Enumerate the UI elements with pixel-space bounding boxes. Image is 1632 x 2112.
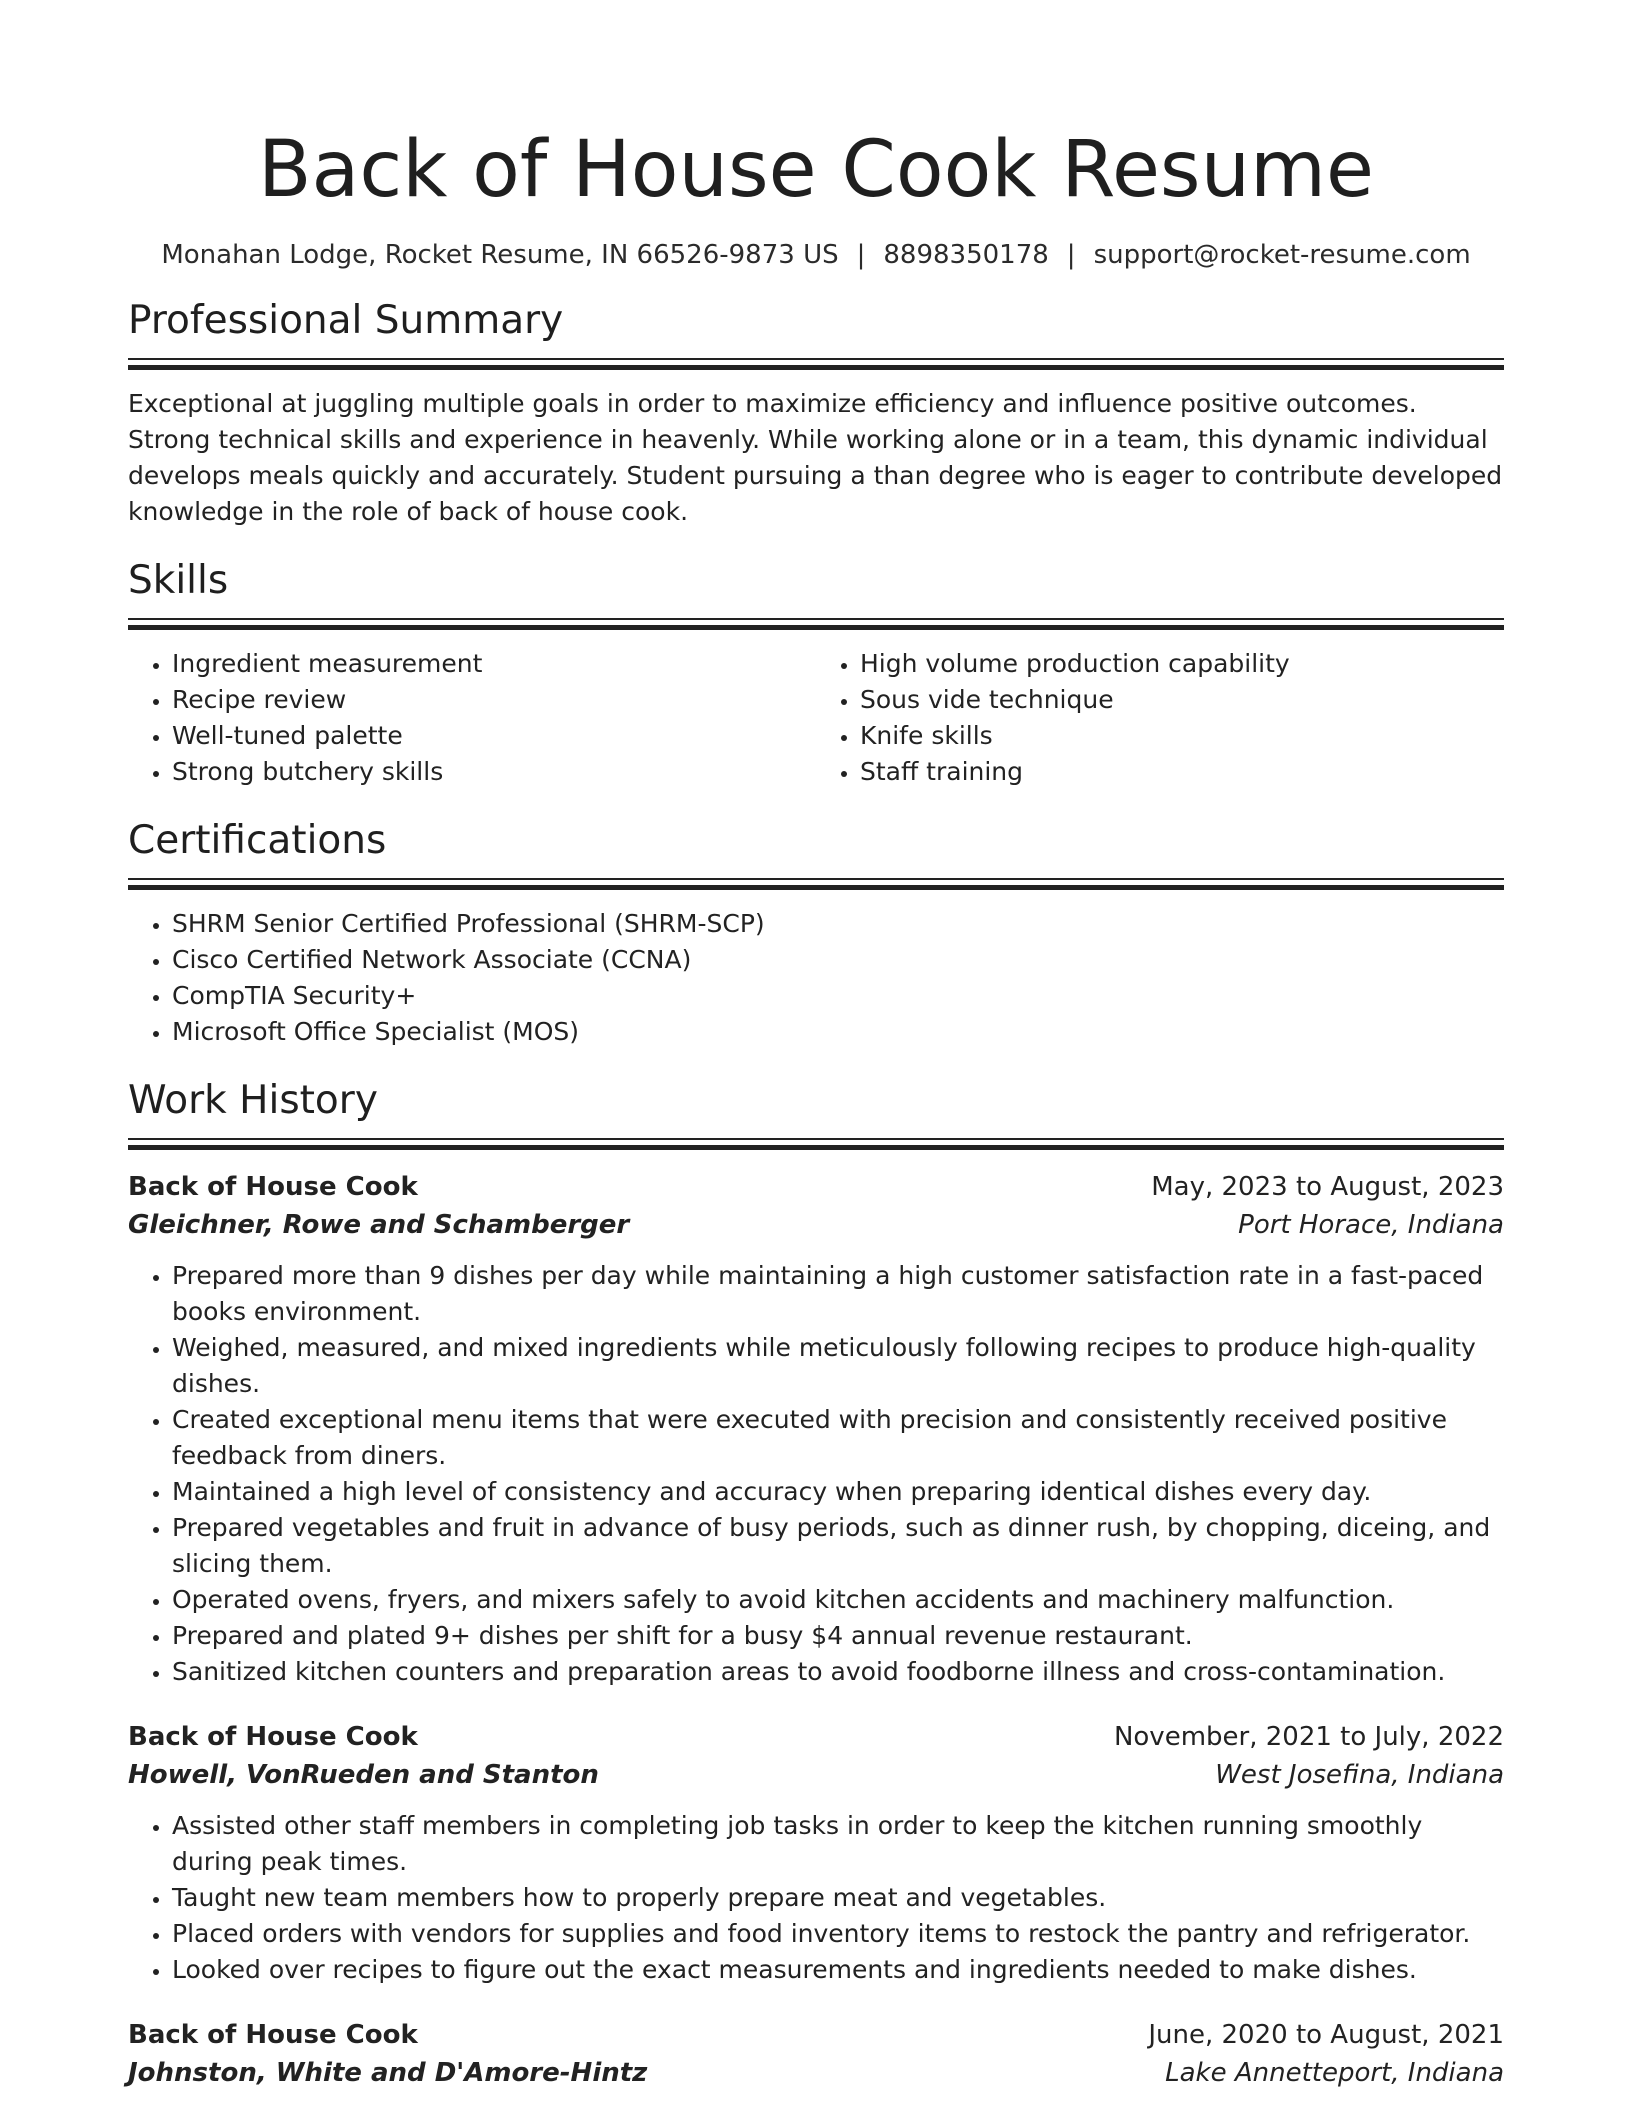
job-entry bbox=[128, 1718, 1504, 1988]
job-company: Gleichner, Rowe and Schamberger bbox=[128, 1210, 630, 1240]
job-bullet: • Placed orders with vendors for supplies and food inventory items to restock the pantry and refrigerator. bbox=[172, 1916, 1504, 1952]
job-bullets bbox=[128, 1808, 1504, 1988]
skills-list-right bbox=[816, 646, 1504, 790]
job-bullet: • Assisted other staff members in completing job tasks in order to keep the kitchen running smoothly during peak times. bbox=[172, 1808, 1504, 1880]
resume-content bbox=[128, 0, 1504, 2092]
contact-separator: | bbox=[856, 240, 866, 270]
job-subheader-row bbox=[128, 1756, 1504, 1794]
contact-separator: | bbox=[1066, 240, 1076, 270]
certification-item: • Cisco Certified Network Associate (CCNA) bbox=[172, 942, 1504, 978]
skill-item: • High volume production capability bbox=[860, 646, 1504, 682]
certifications-list bbox=[128, 906, 1504, 1050]
skill-item: • Strong butchery skills bbox=[172, 754, 816, 790]
job-entry bbox=[128, 1168, 1504, 1690]
section-divider bbox=[128, 878, 1504, 890]
contact-phone: 8898350178 bbox=[883, 240, 1049, 270]
skill-item: • Well-tuned palette bbox=[172, 718, 816, 754]
job-header-row bbox=[128, 2016, 1504, 2054]
job-bullet: • Looked over recipes to figure out the exact measurements and ingredients needed to make dishes. bbox=[172, 1952, 1504, 1988]
skill-item: • Staff training bbox=[860, 754, 1504, 790]
job-title: Back of House Cook bbox=[128, 1172, 418, 1202]
job-bullet: • Operated ovens, fryers, and mixers safely to avoid kitchen accidents and machinery malfunction. bbox=[172, 1582, 1504, 1618]
skills-list-left bbox=[128, 646, 816, 790]
skill-item: • Sous vide technique bbox=[860, 682, 1504, 718]
skill-item: • Knife skills bbox=[860, 718, 1504, 754]
job-bullet: • Weighed, measured, and mixed ingredients while meticulously following recipes to produce high-quality dishes. bbox=[172, 1330, 1504, 1402]
certification-item: • Microsoft Office Specialist (MOS) bbox=[172, 1014, 1504, 1050]
job-company: Howell, VonRueden and Stanton bbox=[128, 1760, 599, 1790]
skills-section bbox=[128, 556, 1504, 790]
job-bullet: • Sanitized kitchen counters and preparation areas to avoid foodborne illness and cross-contamination. bbox=[172, 1654, 1504, 1690]
job-location: West Josefina, Indiana bbox=[1215, 1760, 1504, 1790]
summary-section bbox=[128, 296, 1504, 530]
job-subheader-row bbox=[128, 2054, 1504, 2092]
contact-email: support@rocket-resume.com bbox=[1093, 240, 1471, 270]
section-heading: Work History bbox=[128, 1078, 378, 1123]
job-company: Johnston, White and D'Amore-Hintz bbox=[128, 2058, 648, 2088]
skills-columns bbox=[128, 646, 1504, 790]
skill-item: • Recipe review bbox=[172, 682, 816, 718]
job-location: Port Horace, Indiana bbox=[1238, 1210, 1504, 1240]
job-bullet: • Created exceptional menu items that were executed with precision and consistently received positive feedback from diners. bbox=[172, 1402, 1504, 1474]
section-heading: Certifications bbox=[128, 818, 387, 863]
skill-item: • Ingredient measurement bbox=[172, 646, 816, 682]
contact-line bbox=[128, 238, 1504, 272]
section-divider bbox=[128, 358, 1504, 370]
job-bullet: • Prepared vegetables and fruit in advance of busy periods, such as dinner rush, by chopping, diceing, and slicing them. bbox=[172, 1510, 1504, 1582]
certifications-section bbox=[128, 816, 1504, 1050]
job-dates: May, 2023 to August, 2023 bbox=[1151, 1172, 1504, 1202]
job-bullet: • Maintained a high level of consistency and accuracy when preparing identical dishes every day. bbox=[172, 1474, 1504, 1510]
section-divider bbox=[128, 1138, 1504, 1150]
certification-item: • SHRM Senior Certified Professional (SHRM-SCP) bbox=[172, 906, 1504, 942]
job-dates: June, 2020 to August, 2021 bbox=[1148, 2020, 1504, 2050]
job-entry bbox=[128, 2016, 1504, 2092]
contact-address: Monahan Lodge, Rocket Resume, IN 66526-9873 US bbox=[161, 240, 839, 270]
job-title: Back of House Cook bbox=[128, 2020, 418, 2050]
job-subheader-row bbox=[128, 1206, 1504, 1244]
section-heading: Skills bbox=[128, 558, 229, 603]
job-location: Lake Annetteport, Indiana bbox=[1165, 2058, 1504, 2088]
summary-text: Exceptional at juggling multiple goals in order to maximize efficiency and influence positive outcomes. Strong technical skills and experience in heavenly. While working alone or in a team, this dynamic individual develops meals quickly and accurately. Student pursuing a than degree who is eager to contribute developed knowledge in the role of back of house cook. bbox=[128, 389, 1503, 526]
job-header-row bbox=[128, 1718, 1504, 1756]
section-heading: Professional Summary bbox=[128, 298, 564, 343]
job-bullet: • Prepared and plated 9+ dishes per shift for a busy $4 annual revenue restaurant. bbox=[172, 1618, 1504, 1654]
job-header-row bbox=[128, 1168, 1504, 1206]
job-bullet: • Prepared more than 9 dishes per day while maintaining a high customer satisfaction rate in a fast-paced books environment. bbox=[172, 1258, 1504, 1330]
work-history-section bbox=[128, 1076, 1504, 2092]
job-title: Back of House Cook bbox=[128, 1722, 418, 1752]
certification-item: • CompTIA Security+ bbox=[172, 978, 1504, 1014]
section-divider bbox=[128, 618, 1504, 630]
job-bullet: • Taught new team members how to properly prepare meat and vegetables. bbox=[172, 1880, 1504, 1916]
job-bullets bbox=[128, 1258, 1504, 1690]
job-dates: November, 2021 to July, 2022 bbox=[1113, 1722, 1504, 1752]
resume-title: Back of House Cook Resume bbox=[258, 125, 1374, 215]
